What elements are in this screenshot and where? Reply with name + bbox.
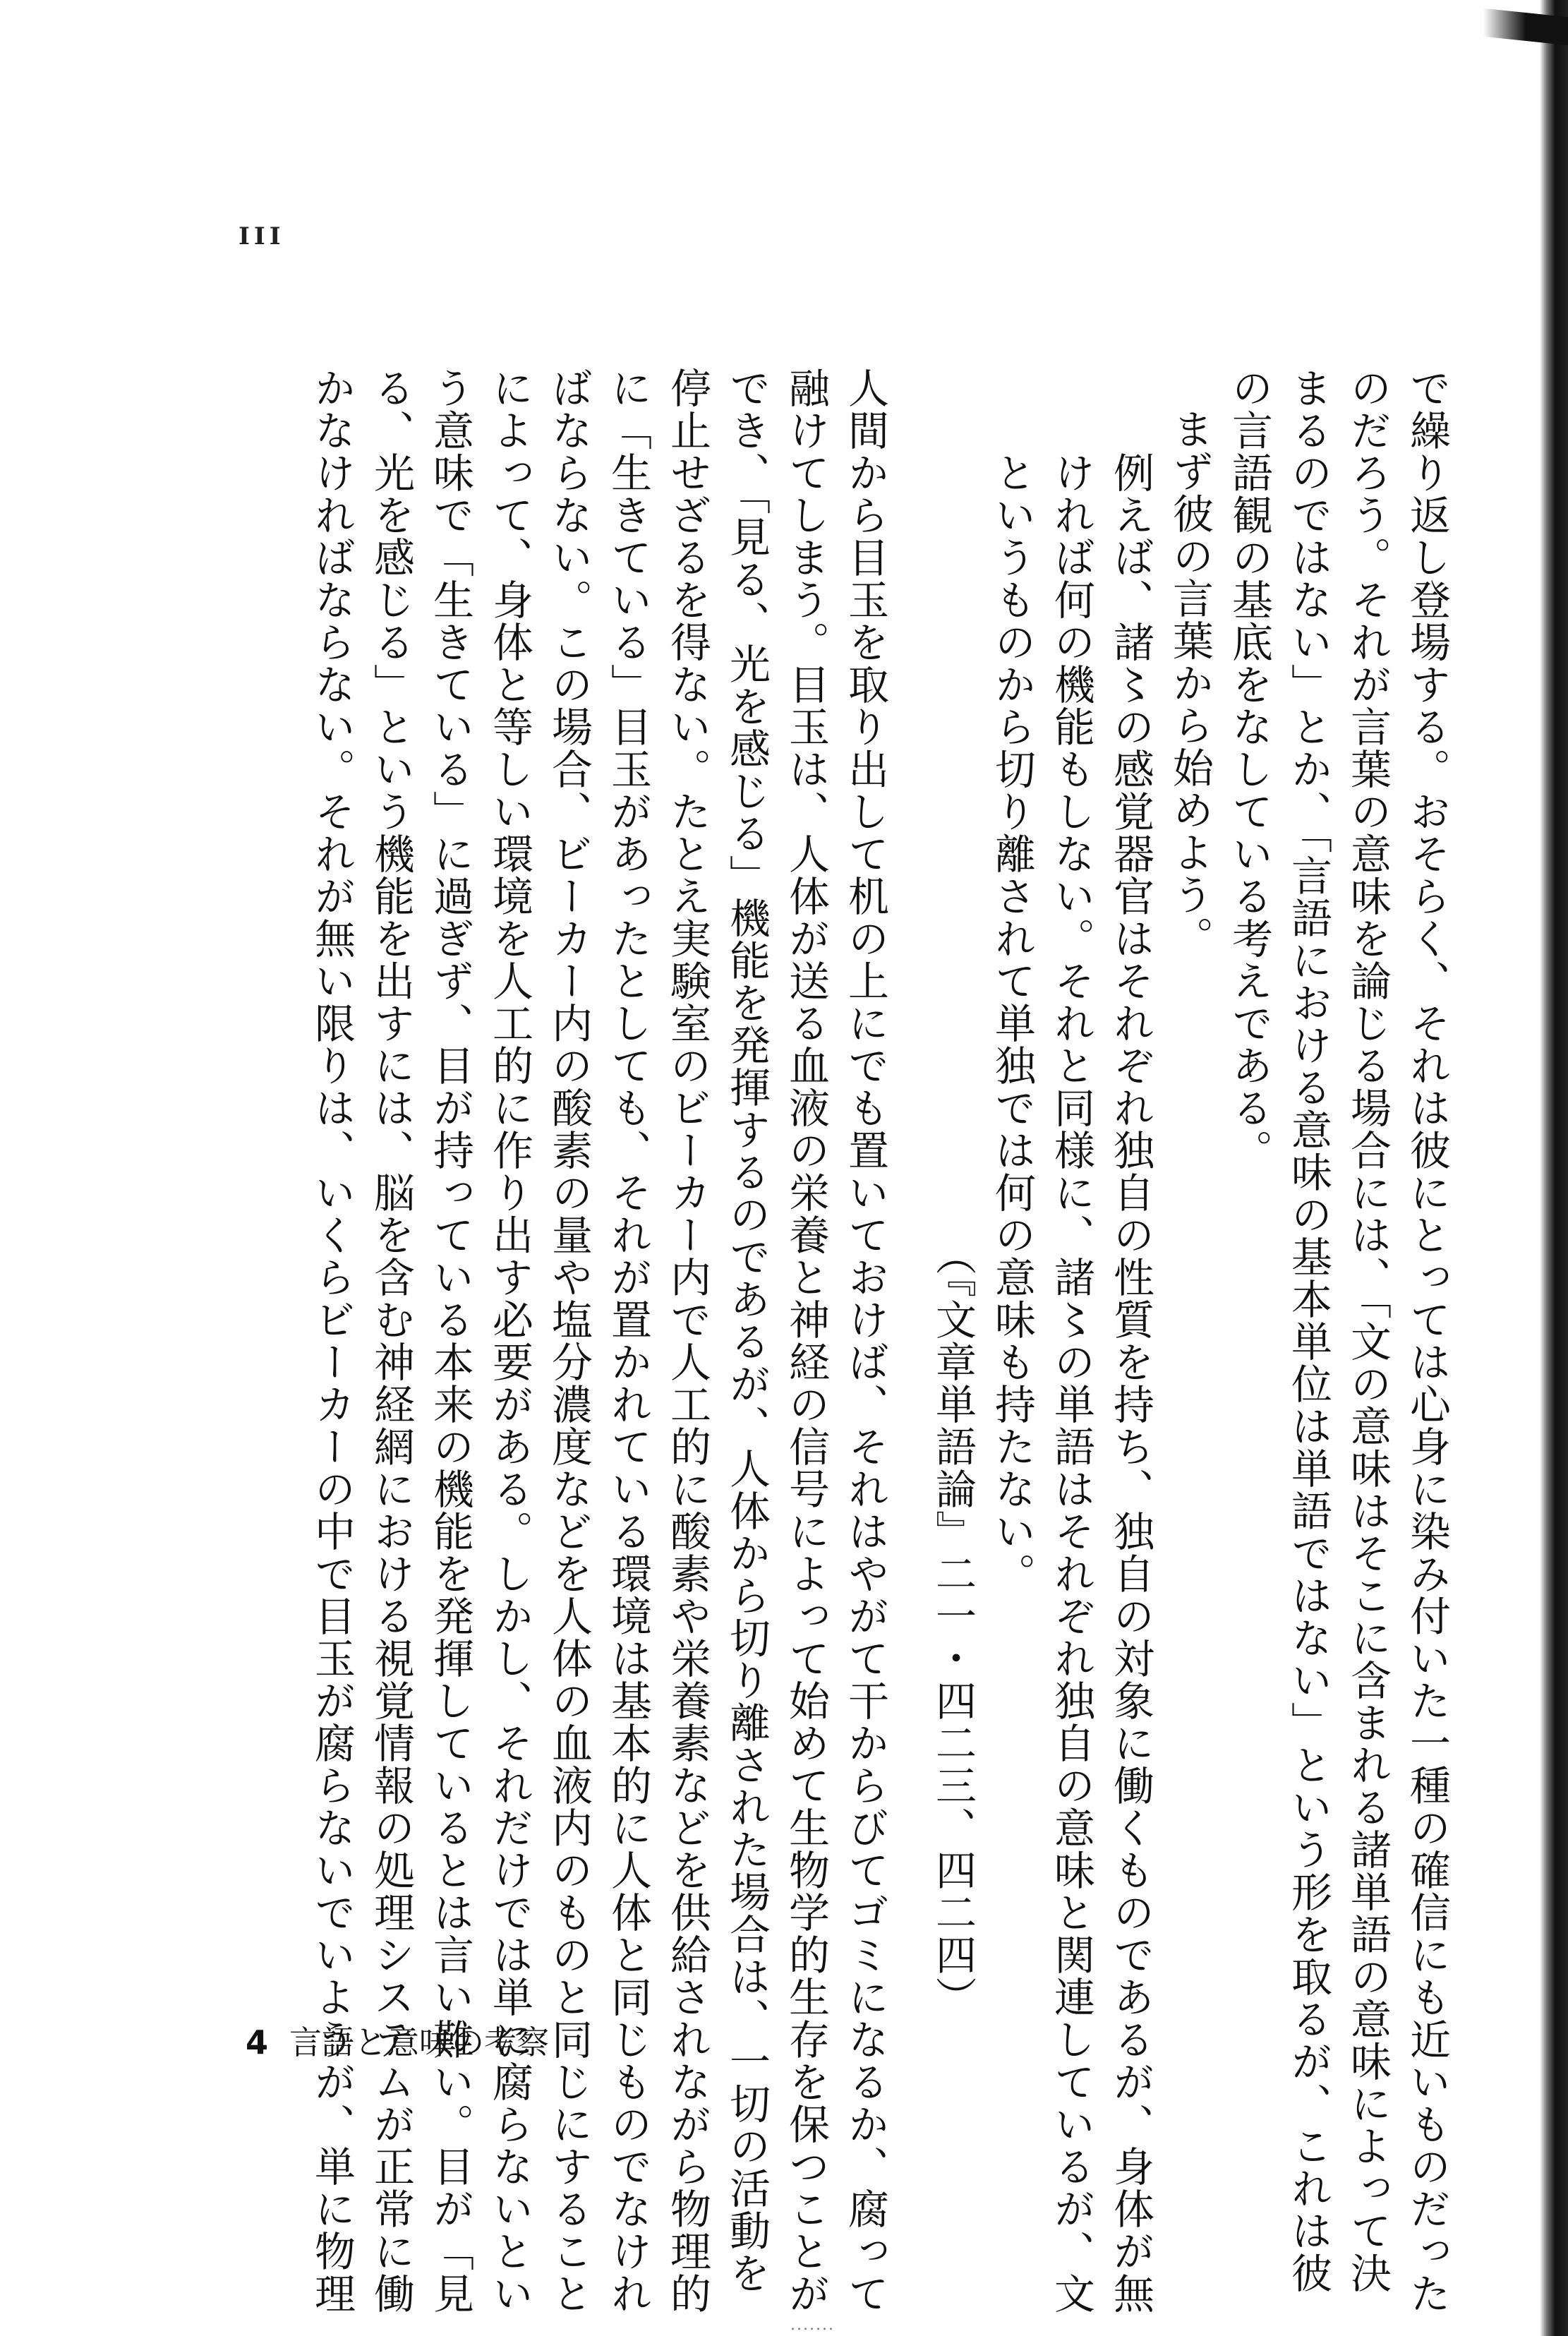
text-line: に「生きている」目玉があったとしても、それが置かれている環境は基本的に人体と同じものでなけれ <box>604 367 652 2315</box>
text-line: のだろう。それが言葉の意味を論じる場合には、「文の意味はそこに含まれる諸単語の意味によって決 <box>1344 367 1392 2294</box>
text-line: の言語観の基底をなしている考えである。 <box>1225 367 1273 1172</box>
text-line: 停止せざるを得ない。たとえ実験室のビーカー内で人工的に酸素や栄養素などを供給されながら物理的 <box>663 367 711 2315</box>
text-line: ばならない。この場合、ビーカー内の酸素の量や塩分濃度などを人体の血液内のものと同じにすること <box>545 367 593 2315</box>
text-line: まず彼の言葉から始めよう。 <box>1166 408 1214 958</box>
text-line: まるのではない」とか、「言語における意味の基本単位は単語ではない」という形を取るが、これは彼 <box>1284 367 1332 2294</box>
text-line: によって、身体と等しい環境を人工的に作り出す必要がある。しかし、それだけでは単に腐らないとい <box>486 367 533 2315</box>
text-line: で繰り返し登場する。おそらく、それは彼にとっては心身に染み付いた一種の確信にも近いものだった <box>1403 367 1451 2315</box>
page-number: 4 <box>246 2023 269 2061</box>
citation-line: （『文章単語論』二一・四二三、四二四） <box>929 1234 977 2018</box>
text-line: でき、「見る、光を感じる」機能を発揮するのであるが、人体から切り離された場合は、一切の活動を <box>723 367 771 2294</box>
text-line: う意味で「生きている」に過ぎず、目が持っている本来の機能を発揮しているとは言い難い。目が「見 <box>426 367 474 2315</box>
text-line: る、光を感じる」という機能を出すには、脳を含む神経網における視覚情報の処理システムが正常に働 <box>367 367 415 2315</box>
quote-line: ければ何の機能もしない。それと同様に、諸〻の単語はそれぞれ独自の意味と関連しているが、文 <box>1047 452 1095 2315</box>
text-line: 融けてしまう。目玉は、人体が送る血液の栄養と神経の信号によって始めて生物学的生存を保つことが <box>782 367 830 2315</box>
paragraph-gap <box>895 367 923 2018</box>
quote-line: 例えば、諸〻の感覚器官はそれぞれ独自の性質を持ち、独自の対象に働くものであるが、身体が無 <box>1106 452 1154 2315</box>
chapter-title: 言語と意味の考察 <box>289 2023 550 2061</box>
text-line: かなければならない。それが無い限りは、いくらビーカーの中で目玉が腐らないでいようが、単に物理 <box>308 367 356 2315</box>
running-header: III <box>239 222 285 251</box>
scan-mark: ....... <box>790 2316 835 2334</box>
quote-line: というものから切り離されて単独では何の意味も持たない。 <box>988 452 1036 1595</box>
text-line: 人間から目玉を取り出して机の上にでも置いておけば、それはやがて干からびてゴミになるか、腐って <box>841 367 889 2315</box>
page-footer <box>246 2017 549 2064</box>
binding-edge-shadow <box>1540 0 1568 2336</box>
